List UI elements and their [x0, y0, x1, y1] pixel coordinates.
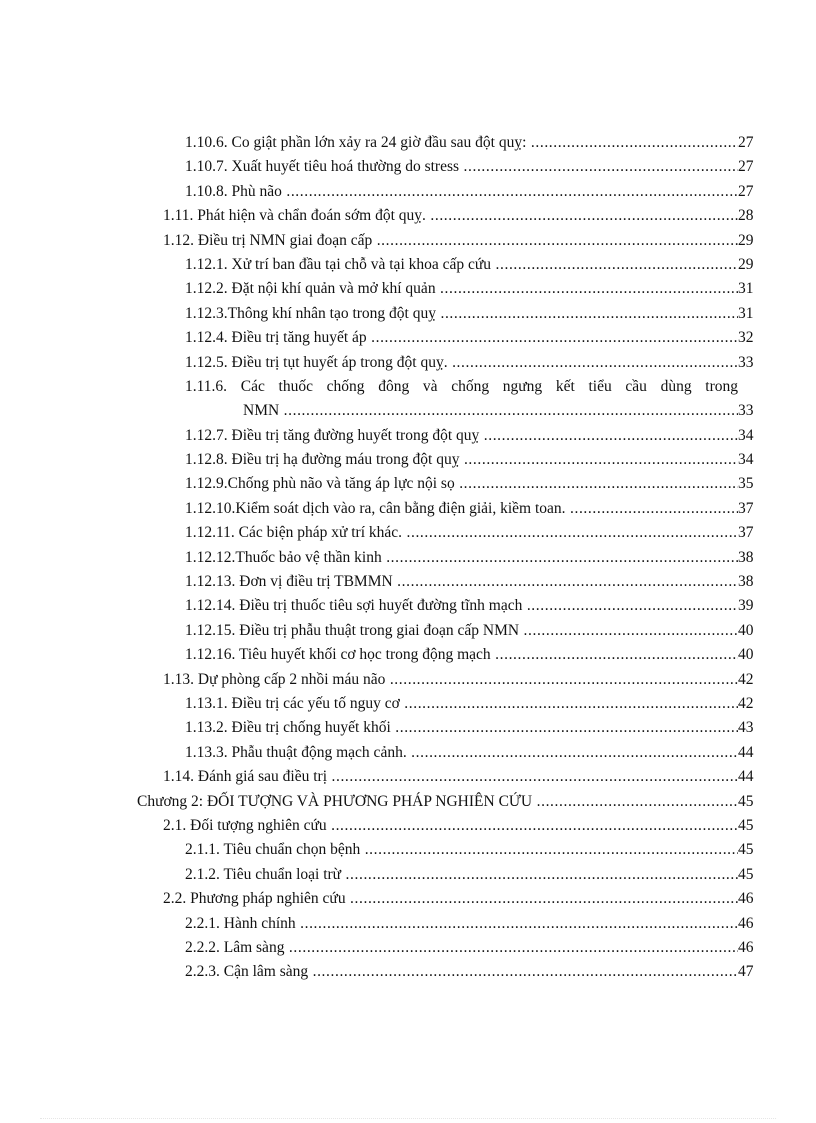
toc-entry-page: 42	[738, 670, 754, 688]
toc-entry-page: 38	[738, 573, 754, 591]
toc-entry-text: 1.12.12.Thuốc bảo vệ thần kinh .....	[185, 546, 738, 570]
toc-entry-text: 2.1.2. Tiêu chuẩn loại trừ .....	[185, 863, 738, 887]
toc-entry-page: 46	[738, 914, 754, 932]
toc-entry[interactable]	[0, 716, 816, 740]
toc-entry-text: 1.12.9.Chống phù não và tăng áp lực nội sọ .....	[185, 472, 738, 496]
toc-entry-page: 34	[738, 451, 754, 469]
toc-entry-page: 28	[738, 207, 754, 225]
toc-entry-page: 33	[738, 402, 754, 420]
toc-entry[interactable]	[0, 546, 816, 570]
toc-entry-text: 1.12.1. Xử trí ban đầu tại chỗ và tại khoa cấp cứu .....	[185, 253, 738, 277]
toc-entry[interactable]	[0, 912, 816, 936]
toc-entry-page: 42	[738, 695, 754, 712]
toc-entry-page: 31	[738, 304, 754, 322]
toc-entry[interactable]	[0, 863, 816, 887]
toc-entry[interactable]	[0, 155, 816, 179]
toc-entry-page: 27	[738, 134, 754, 151]
toc-entry-text: 1.11. Phát hiện và chẩn đoán sớm đột quỵ. .....	[163, 204, 738, 228]
toc-entry-page: 34	[738, 426, 754, 444]
toc-entry-page: 29	[738, 255, 754, 273]
toc-entry[interactable]	[0, 790, 816, 814]
toc-entry-text: 2.2.2. Lâm sàng .....	[185, 936, 738, 960]
toc-entry-text: 1.12.2. Đặt nội khí quản và mở khí quản .....	[185, 277, 738, 301]
toc-entry[interactable]	[0, 936, 816, 960]
toc-entry-page: 39	[738, 597, 754, 615]
toc-entry-text: 1.12.15. Điều trị phẫu thuật trong giai đoạn cấp NMN .....	[185, 619, 738, 643]
toc-entry[interactable]	[0, 741, 816, 765]
toc-entry-wrapped[interactable]	[0, 375, 816, 424]
toc-entry-text: 1.14. Đánh giá sau điều trị .....	[163, 765, 738, 789]
toc-entry[interactable]	[0, 594, 816, 618]
toc-entry[interactable]	[0, 326, 816, 350]
toc-entry-text: 1.12.3.Thông khí nhân tạo trong đột quỵ .....	[185, 302, 738, 326]
toc-entry-page: 45	[738, 816, 754, 834]
page-footer-divider	[40, 1118, 776, 1119]
toc-entry-text-line2: NMN .....	[243, 399, 738, 423]
toc-entry[interactable]	[0, 668, 816, 692]
toc-entry-page: 46	[738, 890, 754, 908]
toc-entry[interactable]	[0, 497, 816, 521]
toc-entry[interactable]	[0, 448, 816, 472]
toc-entry-text: 1.13.3. Phẫu thuật động mạch cảnh. .....	[185, 741, 738, 765]
toc-entry[interactable]	[0, 838, 816, 862]
toc-entry-text: 1.12.4. Điều trị tăng huyết áp .....	[185, 326, 738, 350]
toc-entry-page: 32	[738, 329, 754, 347]
toc-entry-page: 45	[738, 792, 754, 810]
toc-entry-text: 1.12.7. Điều trị tăng đường huyết trong đột quỵ .....	[185, 424, 738, 448]
toc-entry-page: 27	[738, 158, 754, 176]
toc-entry[interactable]	[0, 570, 816, 594]
toc-entry-text: 1.12.5. Điều trị tụt huyết áp trong đột quỵ. .....	[185, 351, 738, 375]
toc-entry-text: 2.2.1. Hành chính .....	[185, 912, 738, 936]
toc-entry-text: 1.13.1. Điều trị các yếu tố nguy cơ .....	[185, 692, 738, 716]
toc-entry-text: 1.12.13. Đơn vị điều trị TBMMN .....	[185, 570, 738, 594]
toc-entry[interactable]	[0, 253, 816, 277]
toc-entry[interactable]	[0, 302, 816, 326]
toc-entry-page: 44	[738, 768, 754, 786]
toc-entry[interactable]	[0, 619, 816, 643]
toc-entry[interactable]	[0, 131, 816, 155]
toc-entry-text: 2.2. Phương pháp nghiên cứu .....	[163, 887, 738, 911]
toc-entry-text: 1.13. Dự phòng cấp 2 nhồi máu não .....	[163, 668, 738, 692]
toc-entry-text: Chương 2: ĐỐI TƯỢNG VÀ PHƯƠNG PHÁP NGHIÊN CỨU .....	[137, 790, 738, 814]
toc-entry-page: 31	[738, 280, 754, 298]
toc-entry-page: 47	[738, 963, 754, 981]
toc-entry[interactable]	[0, 692, 816, 716]
toc-entry-text: 2.1. Đối tượng nghiên cứu .....	[163, 814, 738, 838]
toc-entry-text: 1.10.8. Phù não .....	[185, 180, 738, 204]
toc-entry-text: 2.1.1. Tiêu chuẩn chọn bệnh .....	[185, 838, 738, 862]
toc-entry[interactable]	[0, 887, 816, 911]
toc-entry-text: 1.10.6. Co giật phần lớn xảy ra 24 giờ đầu sau đột quỵ: .....	[185, 131, 738, 155]
toc-entry[interactable]	[0, 277, 816, 301]
toc-entry-page: 27	[738, 182, 754, 200]
toc-entry-page: 29	[738, 231, 754, 249]
toc-entry-text: 1.13.2. Điều trị chống huyết khối .....	[185, 716, 738, 740]
toc-entry-text: 1.12.11. Các biện pháp xử trí khác. .....	[185, 521, 738, 545]
toc-entry-page: 38	[738, 548, 754, 566]
toc-entry-text: 1.10.7. Xuất huyết tiêu hoá thường do stress .....	[185, 155, 738, 179]
toc-entry-page: 40	[738, 621, 754, 639]
toc-entry[interactable]	[0, 472, 816, 496]
toc-entry-page: 43	[738, 719, 754, 737]
toc-entry-page: 45	[738, 841, 754, 859]
toc-entry-page: 40	[738, 646, 754, 664]
toc-entry-page: 37	[738, 499, 754, 517]
toc-entry-page: 35	[738, 475, 754, 493]
toc-entry-page: 44	[738, 743, 754, 761]
toc-entry-text: 1.12.16. Tiêu huyết khối cơ học trong động mạch .....	[185, 643, 738, 667]
toc-entry[interactable]	[0, 521, 816, 545]
toc-entry-text-line1: 1.11.6. Các thuốc chống đông và chống ngưng kết tiểu cầu dùng trong	[185, 377, 738, 395]
toc-entry[interactable]	[0, 643, 816, 667]
toc-entry[interactable]	[0, 960, 816, 984]
toc-entry-text: 2.2.3. Cận lâm sàng .....	[185, 960, 738, 984]
toc-entry-page: 33	[738, 353, 754, 371]
toc-entry-text: 1.12.8. Điều trị hạ đường máu trong đột quỵ .....	[185, 448, 738, 472]
toc-entry-text: 1.12.10.Kiểm soát dịch vào ra, cân bằng điện giải, kiềm toan. .....	[185, 497, 738, 521]
toc-entry-text: 1.12. Điều trị NMN giai đoạn cấp .....	[163, 229, 738, 253]
toc-entry-page: 46	[738, 938, 754, 956]
toc-entry-page: 37	[738, 524, 754, 542]
toc-entry-text: 1.12.14. Điều trị thuốc tiêu sợi huyết đường tĩnh mạch .....	[185, 594, 738, 618]
toc-entry[interactable]	[0, 351, 816, 375]
toc-entry[interactable]	[0, 814, 816, 838]
toc-entry[interactable]	[0, 180, 816, 204]
toc-entry[interactable]	[0, 765, 816, 789]
table-of-contents	[0, 131, 816, 985]
toc-entry[interactable]	[0, 204, 816, 228]
toc-entry-page: 45	[738, 865, 754, 883]
toc-entry[interactable]	[0, 424, 816, 448]
toc-entry[interactable]	[0, 229, 816, 253]
